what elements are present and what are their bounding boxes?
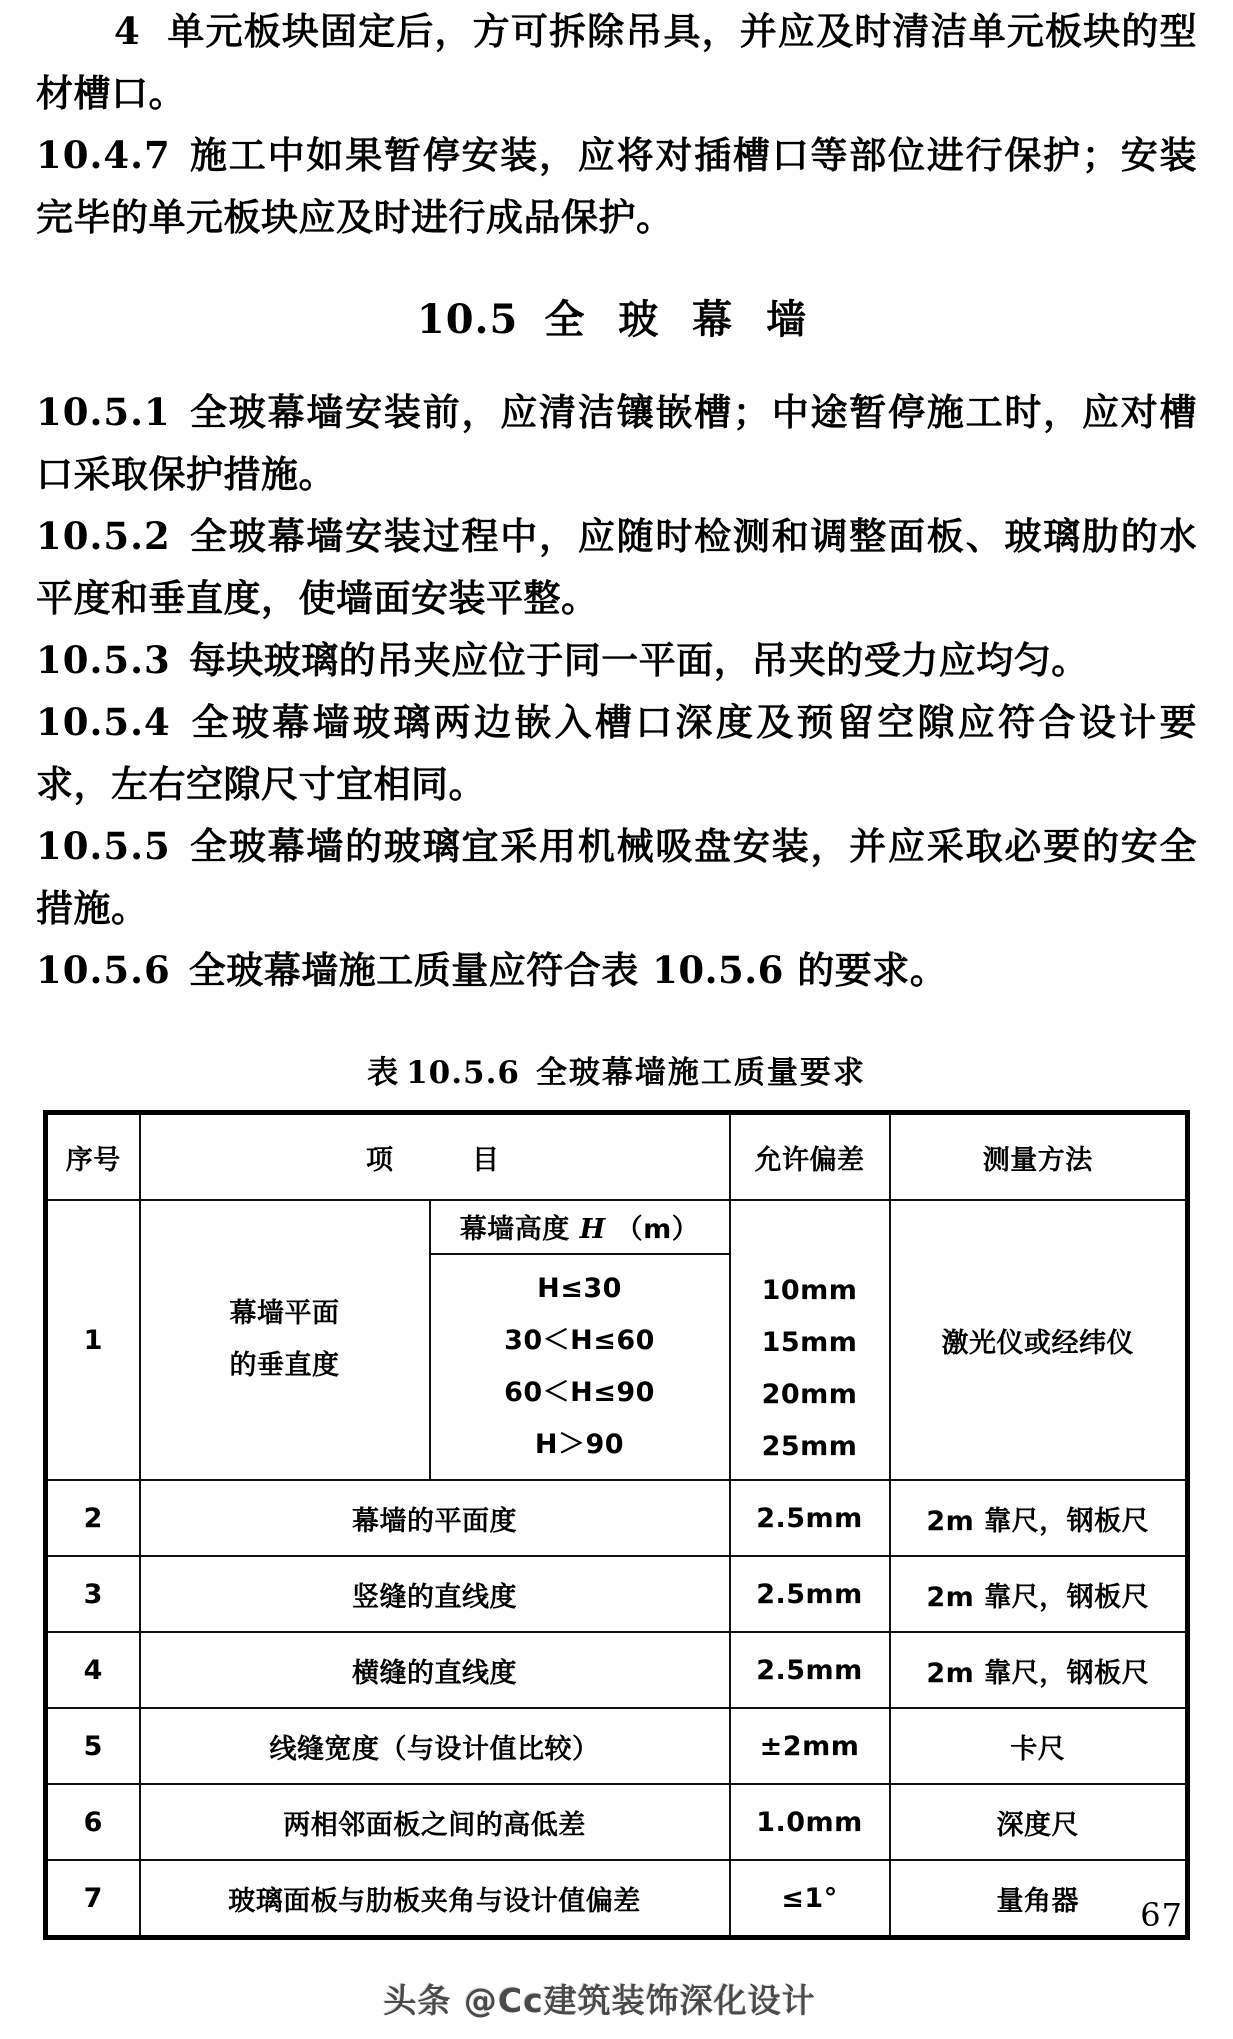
clause-10-5-2 xyxy=(36,505,1197,629)
paragraph-clause-10-4-7 xyxy=(36,124,1197,248)
row5-item: 线缝宽度（与设计值比较） xyxy=(140,1708,730,1784)
table-row xyxy=(46,1200,1188,1254)
row5-deviation: ±2mm xyxy=(730,1708,890,1784)
row1-deviation-2: 15mm xyxy=(761,1327,858,1358)
row1-deviation-4: 25mm xyxy=(761,1431,858,1462)
header-method: 测量方法 xyxy=(890,1113,1188,1201)
row6-method: 深度尺 xyxy=(890,1784,1188,1860)
clause-10-5-6 xyxy=(36,939,1197,1001)
row5-method: 卡尺 xyxy=(890,1708,1188,1784)
clause-number: 10.5.2 xyxy=(36,514,171,558)
clause-number: 10.4.7 xyxy=(36,133,171,177)
table-row xyxy=(46,1480,1188,1556)
table-row xyxy=(46,1708,1188,1784)
row7-no: 7 xyxy=(46,1860,140,1938)
row1-item-line1: 幕墙平面 xyxy=(229,1298,340,1329)
section-number: 10.5 xyxy=(416,296,519,343)
row6-deviation: 1.0mm xyxy=(730,1784,890,1860)
table-row xyxy=(46,1860,1188,1938)
clause-text: 全玻幕墙安装过程中，应随时检测和调整面板、玻璃肋的水平度和垂直度，使墙面安装平整。 xyxy=(36,514,1197,620)
paragraph-number: 4 xyxy=(114,9,141,53)
page-number: 67 xyxy=(1140,1896,1183,1934)
row3-deviation: 2.5mm xyxy=(730,1556,890,1632)
row4-item: 横缝的直线度 xyxy=(140,1632,730,1708)
table-header-row xyxy=(46,1113,1188,1201)
header-item: 项 目 xyxy=(140,1113,730,1201)
table-row xyxy=(46,1556,1188,1632)
row3-item: 竖缝的直线度 xyxy=(140,1556,730,1632)
row7-method: 量角器 xyxy=(890,1860,1188,1938)
row2-item: 幕墙的平面度 xyxy=(140,1480,730,1556)
row2-method: 2m 靠尺，钢板尺 xyxy=(890,1480,1188,1556)
section-heading xyxy=(36,288,1197,345)
row1-item-line2: 的垂直度 xyxy=(229,1350,340,1381)
row6-item: 两相邻面板之间的高低差 xyxy=(140,1784,730,1860)
clause-number: 10.5.1 xyxy=(36,390,171,434)
row7-item: 玻璃面板与肋板夹角与设计值偏差 xyxy=(140,1860,730,1938)
row3-method: 2m 靠尺，钢板尺 xyxy=(890,1556,1188,1632)
row2-no: 2 xyxy=(46,1480,140,1556)
row1-sub-header: 幕墙高度 H （m） xyxy=(430,1200,730,1254)
row4-deviation: 2.5mm xyxy=(730,1632,890,1708)
paragraph-text: 单元板块固定后，方可拆除吊具，并应及时清洁单元板块的型材槽口。 xyxy=(36,9,1197,115)
header-no: 序号 xyxy=(46,1113,140,1201)
table-caption xyxy=(36,1047,1197,1092)
table-row xyxy=(46,1632,1188,1708)
watermark: 头条 @Cc建筑装饰深化设计 xyxy=(383,1981,816,2020)
clause-10-5-3 xyxy=(36,629,1197,691)
header-deviation: 允许偏差 xyxy=(730,1113,890,1201)
row1-condition-4: H＞90 xyxy=(534,1428,625,1460)
height-symbol: H xyxy=(579,1214,606,1246)
row2-deviation: 2.5mm xyxy=(730,1480,890,1556)
clause-text: 全玻幕墙安装前，应清洁镶嵌槽；中途暂停施工时，应对槽口采取保护措施。 xyxy=(36,390,1197,496)
clause-number: 10.5.4 xyxy=(36,700,171,744)
row4-method: 2m 靠尺，钢板尺 xyxy=(890,1632,1188,1708)
quality-requirements-table xyxy=(43,1110,1190,1940)
table-caption-number: 10.5.6 xyxy=(406,1055,520,1091)
clause-text: 全玻幕墙玻璃两边嵌入槽口深度及预留空隙应符合设计要求，左右空隙尺寸宜相同。 xyxy=(36,700,1197,806)
clause-number: 10.5.3 xyxy=(36,638,171,682)
row1-condition-1: H≤30 xyxy=(537,1272,622,1304)
row1-method: 激光仪或经纬仪 xyxy=(890,1200,1188,1480)
clause-10-5-1 xyxy=(36,381,1197,505)
table-caption-title: 全玻幕墙施工质量要求 xyxy=(535,1055,866,1091)
row5-no: 5 xyxy=(46,1708,140,1784)
section-title: 全 玻 幕 墙 xyxy=(544,296,817,343)
clause-text: 每块玻璃的吊夹应位于同一平面，吊夹的受力应均匀。 xyxy=(188,638,1089,682)
row1-no: 1 xyxy=(46,1200,140,1480)
clause-number: 10.5.5 xyxy=(36,824,171,868)
row7-deviation: ≤1° xyxy=(730,1860,890,1938)
clause-10-5-5 xyxy=(36,815,1197,939)
row1-deviation-3: 20mm xyxy=(761,1379,858,1410)
clause-text: 全玻幕墙施工质量应符合表 10.5.6 的要求。 xyxy=(188,948,948,992)
row1-item xyxy=(140,1200,430,1480)
row6-no: 6 xyxy=(46,1784,140,1860)
row1-sub-conditions xyxy=(430,1254,730,1480)
table-row xyxy=(46,1784,1188,1860)
table-caption-prefix: 表 xyxy=(367,1055,401,1091)
row1-condition-3: 60＜H≤90 xyxy=(504,1376,655,1408)
paragraph-sub-item-4 xyxy=(36,0,1197,124)
clause-text: 施工中如果暂停安装，应将对插槽口等部位进行保护；安装完毕的单元板块应及时进行成品保护。 xyxy=(36,133,1197,239)
row4-no: 4 xyxy=(46,1632,140,1708)
row1-deviation-cell xyxy=(730,1200,890,1480)
clause-10-5-4 xyxy=(36,691,1197,815)
row3-no: 3 xyxy=(46,1556,140,1632)
row1-deviation-1: 10mm xyxy=(761,1275,858,1306)
clause-text: 全玻幕墙的玻璃宜采用机械吸盘安装，并应采取必要的安全措施。 xyxy=(36,824,1197,930)
row1-condition-2: 30＜H≤60 xyxy=(504,1324,655,1356)
clause-number: 10.5.6 xyxy=(36,948,171,992)
